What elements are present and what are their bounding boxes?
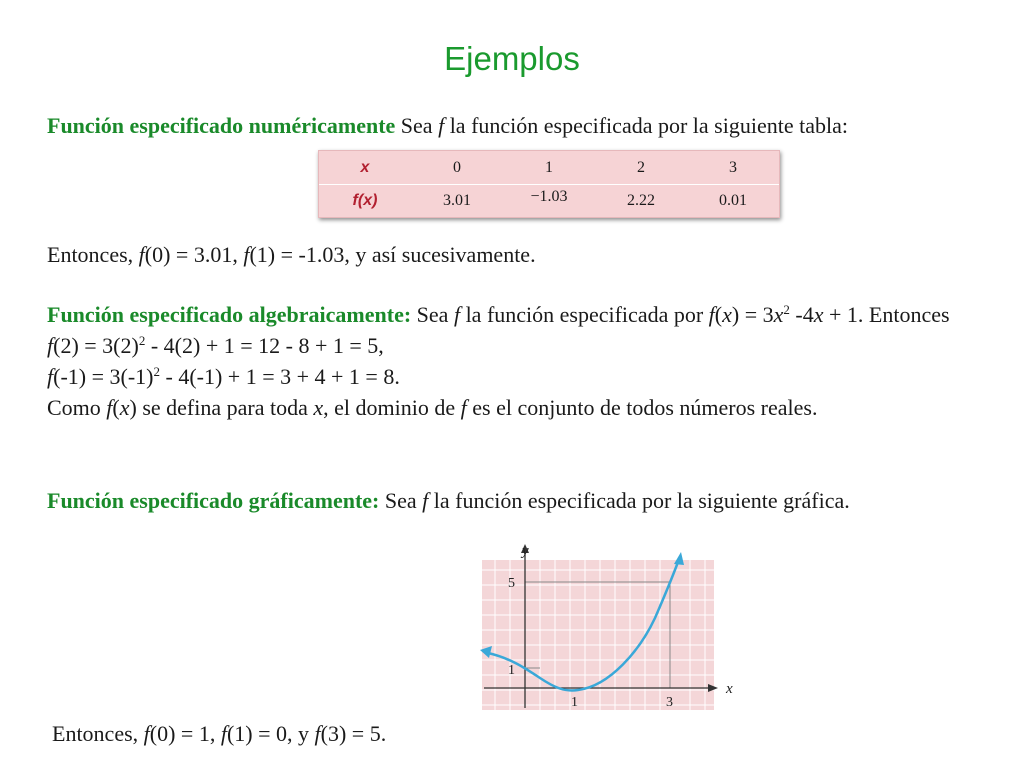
function-symbol: f [143, 721, 150, 746]
text: , el dominio de [323, 395, 461, 420]
text: la función especificada por [460, 302, 709, 327]
numerical-text: Sea [395, 113, 439, 138]
function-symbol: f [106, 395, 113, 420]
numerical-text: la función especificada por la siguiente tabla: [444, 113, 848, 138]
function-symbol: f [438, 113, 445, 138]
function-symbol: f [708, 302, 715, 327]
variable-symbol: x [119, 395, 130, 420]
exponent: 2 [138, 333, 146, 348]
text: Entonces, [47, 242, 139, 267]
table-cell: 1 [545, 158, 553, 176]
numerical-conclusion [47, 239, 982, 270]
graphical-conclusion [52, 718, 987, 749]
table-cell: 0.01 [719, 191, 747, 209]
variable-symbol: x [813, 302, 824, 327]
text: la función especificada por la siguiente gráfica. [428, 488, 850, 513]
table-header-x: x [360, 158, 370, 176]
curve-right-arrow [674, 552, 684, 565]
text: - 4(2) + 1 = 12 - 8 + 1 = 5, [145, 333, 384, 358]
table-row-fx [319, 184, 779, 217]
text: -4 [789, 302, 814, 327]
text: Sea [411, 302, 454, 327]
table-cell: 3 [729, 158, 737, 176]
text: (3) = 5. [320, 721, 387, 746]
function-symbol: f [47, 333, 54, 358]
text: (-1) = 3(-1) [53, 364, 154, 389]
text: (1) = -1.03, y así sucesivamente. [249, 242, 536, 267]
function-symbol: f [453, 302, 461, 327]
function-symbol: f [460, 395, 467, 420]
numerical-paragraph [47, 110, 982, 141]
y-tick-5: 5 [508, 576, 515, 591]
function-symbol: f [243, 242, 250, 267]
variable-symbol: x [313, 395, 324, 420]
text: (0) = 3.01, [144, 242, 244, 267]
function-symbol: f [138, 242, 145, 267]
text: - 4(-1) + 1 = 3 + 4 + 1 = 8. [160, 364, 400, 389]
text: Como [47, 395, 107, 420]
text: ) = 3 [731, 302, 774, 327]
table-header-fx: f(x) [352, 191, 378, 209]
function-symbol: f [314, 721, 321, 746]
text: ) se defina para toda [129, 395, 314, 420]
table-cell: 0 [453, 158, 461, 176]
numerical-heading: Función especificado numéricamente [47, 113, 396, 138]
table-cell: 3.01 [443, 191, 471, 209]
algebraic-heading: Función especificado algebraicamente: [47, 302, 412, 327]
graphical-heading: Función especificado gráficamente: [47, 488, 380, 513]
text: + 1. Entonces [823, 302, 950, 327]
table-cell: −1.03 [530, 187, 568, 205]
function-symbol: f [47, 364, 54, 389]
y-axis-label: y [522, 543, 529, 559]
x-tick-3: 3 [666, 695, 673, 710]
text: (1) = 0, y [226, 721, 315, 746]
function-symbol: f [220, 721, 227, 746]
table-cell: 2 [637, 158, 645, 176]
table-row-x [319, 151, 779, 185]
variable-symbol: x [722, 302, 732, 327]
text: Sea [379, 488, 423, 513]
x-axis-label: x [726, 681, 733, 697]
function-symbol: f [422, 488, 429, 513]
exponent: 2 [783, 302, 790, 317]
text: (2) = 3(2) [53, 333, 139, 358]
exponent: 2 [153, 364, 160, 379]
text: (0) = 1, [149, 721, 221, 746]
y-tick-1: 1 [508, 663, 515, 678]
text: es el conjunto de todos números reales. [466, 395, 818, 420]
algebraic-paragraph [47, 299, 982, 423]
x-tick-1: 1 [571, 695, 578, 710]
text: Entonces, [52, 721, 144, 746]
text: ( [714, 302, 723, 327]
graphical-paragraph [47, 485, 917, 516]
slide-title: Ejemplos [444, 40, 580, 77]
function-graph [470, 540, 750, 715]
values-table [318, 150, 780, 218]
table-cell: 2.22 [627, 191, 655, 209]
text: ( [112, 395, 120, 420]
variable-symbol: x [773, 302, 784, 327]
